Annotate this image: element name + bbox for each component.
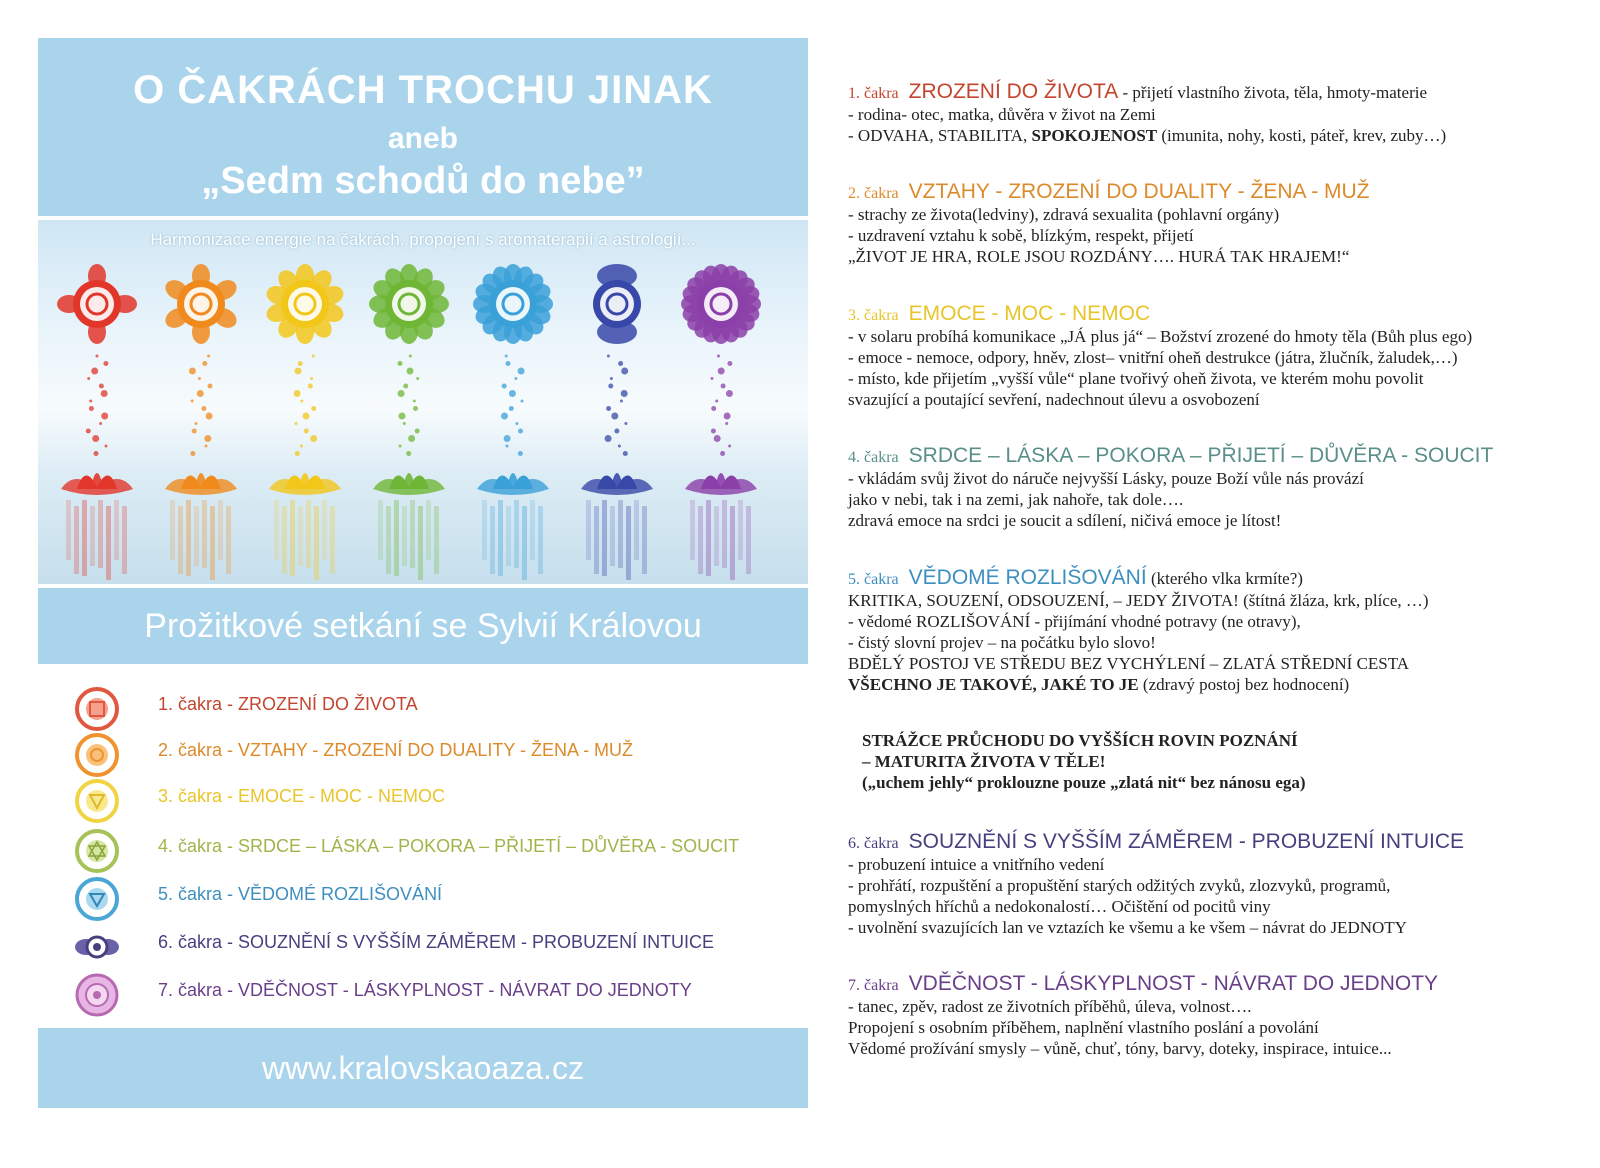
section-line: - uvolnění svazujících lan ve vztazích ke všemu a ke všem – návrat do JEDNOTY xyxy=(848,918,1407,937)
section-chakra-7 xyxy=(848,972,1588,1059)
section-title: VĚDOMÉ ROZLIŠOVÁNÍ xyxy=(908,566,1147,589)
chakra-3-label: 3. čakra - EMOCE - MOC - NEMOC xyxy=(158,786,446,806)
list-item xyxy=(74,778,794,824)
water-reflection xyxy=(582,500,652,580)
chakra-1-emblem-icon xyxy=(57,264,137,344)
website-link[interactable]: www.kralovskaoaza.cz xyxy=(262,1050,584,1086)
section-chakra-3 xyxy=(848,302,1588,410)
chakra-3-icon xyxy=(74,778,120,824)
guardian-line-2: – MATURITA ŽIVOTA V TĚLE! xyxy=(862,752,1106,771)
sparkles-icon xyxy=(394,352,424,462)
flyer-title-aneb: aneb xyxy=(387,122,459,155)
lotus-flower-icon xyxy=(161,459,241,499)
section-line: VŠECHNO JE TAKOVÉ, JAKÉ TO JE (zdravý postoj bez hodnocení) xyxy=(848,675,1350,694)
chakra-4-figure xyxy=(364,264,454,584)
section-chakra-4 xyxy=(848,444,1588,531)
section-line: - v solaru probíhá komunikace „JÁ plus já“ – Božství zrozené do hmoty těla (Bůh plus ego) xyxy=(848,327,1473,346)
water-reflection xyxy=(374,500,444,580)
list-item xyxy=(74,924,794,970)
sparkles-icon xyxy=(186,352,216,462)
flyer-subtitle-quote: „Sedm schodů do nebe” xyxy=(201,160,645,202)
chakra-2-figure xyxy=(156,264,246,584)
chakra-5-figure xyxy=(468,264,558,584)
flyer-header xyxy=(38,38,808,216)
list-item xyxy=(74,828,794,874)
lotus-flower-icon xyxy=(473,459,553,499)
sparkles-icon xyxy=(706,352,736,462)
section-number: 1. čakra xyxy=(848,85,899,102)
section-line: Vědomé prožívání smysly – vůně, chuť, tóny, barvy, doteky, inspirace, intuice... xyxy=(848,1039,1392,1058)
section-chakra-2 xyxy=(848,180,1588,267)
section-line: „ŽIVOT JE HRA, ROLE JSOU ROZDÁNY…. HURÁ TAK HRAJEM!“ xyxy=(848,247,1350,266)
section-chakra-6 xyxy=(848,830,1588,938)
list-item xyxy=(74,972,794,1018)
chakra-7-emblem-icon xyxy=(681,264,761,344)
section-line: BDĚLÝ POSTOJ VE STŘEDU BEZ VYCHÝLENÍ – ZLATÁ STŘEDNÍ CESTA xyxy=(848,654,1410,673)
section-line: - vědomé ROZLIŠOVÁNÍ - přijímání vhodné potravy (ne otravy), xyxy=(848,612,1301,631)
section-line: - emoce - nemoce, odpory, hněv, zlost– vnitřní oheň destrukce (játra, žlučník, žaludek,…) xyxy=(848,348,1458,367)
chakra-6-emblem-icon xyxy=(577,264,657,344)
chakra-4-emblem-icon xyxy=(369,264,449,344)
chakra-2-icon xyxy=(74,732,120,778)
chakra-lotus-photo xyxy=(38,220,808,584)
lotus-flower-icon xyxy=(681,459,761,499)
section-line: - rodina- otec, matka, důvěra v život na Zemi xyxy=(848,105,1156,124)
section-line: - strachy ze života(ledviny), zdravá sexualita (pohlavní orgány) xyxy=(848,205,1280,224)
section-number: 3. čakra xyxy=(848,307,899,324)
water-reflection xyxy=(686,500,756,580)
section-title: ZROZENÍ DO ŽIVOTA xyxy=(908,80,1119,103)
section-line: - vkládám svůj život do náruče nejvyšší Lásky, pouze Boží vůle nás provází xyxy=(848,469,1364,488)
chakra-1-label: 1. čakra - ZROZENÍ DO ŽIVOTA xyxy=(158,694,418,714)
water-reflection xyxy=(270,500,340,580)
chakra-4-icon xyxy=(74,828,120,874)
list-item xyxy=(74,732,794,778)
section-title-tail: (kterého vlka krmíte?) xyxy=(1146,569,1303,588)
lotus-flower-icon xyxy=(369,459,449,499)
chakra-1-figure xyxy=(52,264,142,584)
lotus-flower-icon xyxy=(57,459,137,499)
sparkles-icon xyxy=(602,352,632,462)
section-title: VDĚČNOST - LÁSKYPLNOST - NÁVRAT DO JEDNOTY xyxy=(908,972,1439,995)
flyer-tagline: Harmonizace energie na čakrách, propojení s aromaterapií a astrologií... xyxy=(150,230,696,249)
section-number: 2. čakra xyxy=(848,185,899,202)
lotus-flower-icon xyxy=(265,459,345,499)
section-line: jako v nebi, tak i na zemi, jak nahoře, tak dole…. xyxy=(848,490,1184,509)
section-title: SOUZNĚNÍ S VYŠŠÍM ZÁMĚREM - PROBUZENÍ INTUICE xyxy=(908,830,1465,853)
section-title-tail: - přijetí vlastního života, těla, hmoty-materie xyxy=(1118,83,1428,102)
section-number: 4. čakra xyxy=(848,449,899,466)
list-item xyxy=(74,686,794,732)
sparkles-icon xyxy=(498,352,528,462)
chakra-7-label: 7. čakra - VDĚČNOST - LÁSKYPLNOST - NÁVRAT DO JEDNOTY xyxy=(158,980,692,1000)
section-chakra-1 xyxy=(848,80,1588,146)
chakra-5-icon xyxy=(74,876,120,922)
chakra-7-icon xyxy=(74,972,120,1018)
lotus-flower-icon xyxy=(577,459,657,499)
chakra-5-emblem-icon xyxy=(473,264,553,344)
chakra-2-emblem-icon xyxy=(161,264,241,344)
section-number: 6. čakra xyxy=(848,835,899,852)
sparkles-icon xyxy=(290,352,320,462)
guardian-line-3: („uchem jehly“ proklouzne pouze „zlatá nit“ bez nánosu ega) xyxy=(862,773,1306,792)
flyer-title: O ČAKRÁCH TROCHU JINAK xyxy=(133,68,713,112)
guardian-line-1: STRÁŽCE PRŮCHODU DO VYŠŠÍCH ROVIN POZNÁNÍ xyxy=(862,731,1298,750)
section-title: SRDCE – LÁSKA – POKORA – PŘIJETÍ – DŮVĚRA - SOUCIT xyxy=(908,444,1494,467)
chakra-2-label: 2. čakra - VZTAHY - ZROZENÍ DO DUALITY - ŽENA - MUŽ xyxy=(158,740,634,760)
section-chakra-5 xyxy=(848,566,1588,695)
section-line: - probuzení intuice a vnitřního vedení xyxy=(848,855,1105,874)
chakra-5-label: 5. čakra - VĚDOMÉ ROZLIŠOVÁNÍ xyxy=(158,884,443,904)
event-band: Prožitkové setkání se Sylvií Královou xyxy=(38,588,808,664)
list-item xyxy=(74,876,794,922)
section-number: 5. čakra xyxy=(848,571,899,588)
section-line: pomyslných hříchů a nedokonalostí… Očištění od pocitů viny xyxy=(848,897,1271,916)
guardian-note xyxy=(862,730,1562,793)
section-line: Propojení s osobním příběhem, naplnění vlastního poslání a povolání xyxy=(848,1018,1319,1037)
chakra-4-label: 4. čakra - SRDCE – LÁSKA – POKORA – PŘIJETÍ – DŮVĚRA - SOUCIT xyxy=(158,836,740,856)
sparkles-icon xyxy=(82,352,112,462)
chakra-3-figure xyxy=(260,264,350,584)
chakra-6-icon xyxy=(74,924,120,970)
website-band xyxy=(38,1028,808,1108)
chakra-7-figure xyxy=(676,264,766,584)
chakra-3-emblem-icon xyxy=(265,264,345,344)
section-line: - uzdravení vztahu k sobě, blízkým, respekt, přijetí xyxy=(848,226,1194,245)
water-reflection xyxy=(478,500,548,580)
chakra-1-icon xyxy=(74,686,120,732)
section-line: - prohřátí, rozpuštění a propuštění starých odžitých zvyků, zlozvyků, programů, xyxy=(848,876,1391,895)
section-line: svazující a poutající sevření, nadechnout úlevu a osvobození xyxy=(848,390,1260,409)
section-line: - ODVAHA, STABILITA, SPOKOJENOST (imunita, nohy, kosti, páteř, krev, zuby…) xyxy=(848,126,1447,145)
chakra-6-label: 6. čakra - SOUZNĚNÍ S VYŠŠÍM ZÁMĚREM - PROBUZENÍ INTUICE xyxy=(158,932,715,952)
section-line: - čistý slovní projev – na počátku bylo slovo! xyxy=(848,633,1156,652)
water-reflection xyxy=(166,500,236,580)
water-reflection xyxy=(62,500,132,580)
section-line: - tanec, zpěv, radost ze životních příběhů, úleva, volnost…. xyxy=(848,997,1252,1016)
section-title: VZTAHY - ZROZENÍ DO DUALITY - ŽENA - MUŽ xyxy=(908,180,1370,203)
chakra-6-figure xyxy=(572,264,662,584)
section-line: KRITIKA, SOUZENÍ, ODSOUZENÍ, – JEDY ŽIVOTA! (štítná žláza, krk, plíce, …) xyxy=(848,591,1429,610)
section-number: 7. čakra xyxy=(848,977,899,994)
section-line: zdravá emoce na srdci je soucit a sdílení, ničivá emoce je lítost! xyxy=(848,511,1282,530)
flyer xyxy=(38,38,808,1136)
section-line: - místo, kde přijetím „vyšší vůle“ plane tvořivý oheň života, ve kterém mohu povolit xyxy=(848,369,1424,388)
section-title: EMOCE - MOC - NEMOC xyxy=(908,302,1151,325)
